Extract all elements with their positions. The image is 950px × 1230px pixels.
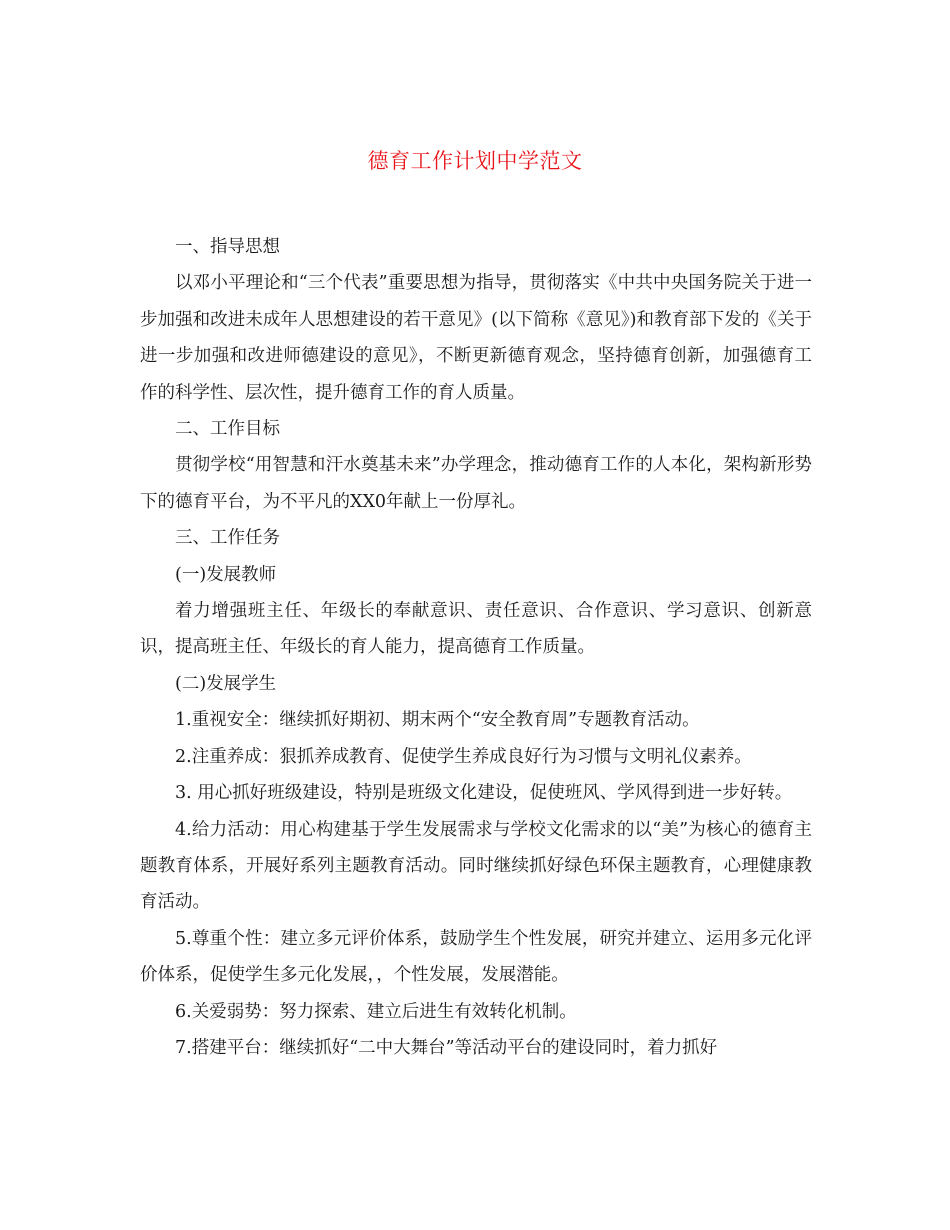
list-item-habits: 2.注重养成：狠抓养成教育、促使学生养成良好行为习惯与文明礼仪素养。 <box>175 746 752 767</box>
list-item-activities: 4.给力活动：用心构建基于学生发展需求与学校文化需求的以“美”为核心的德育主题教育体系，开展好系列主题教育活动。同时继续抓好绿色环保主题教育，心理健康教育活动。 <box>140 819 812 913</box>
list-item-individuality: 5.尊重个性：建立多元评价体系，鼓励学生个性发展，研究并建立、运用多元化评价体系，促使学生多元化发展，，个性发展，发展潜能。 <box>140 928 812 986</box>
document-title: 德育工作计划中学范文 <box>367 149 583 173</box>
paragraph-work-goals: 贯彻学校“用智慧和汗水奠基未来”办学理念，推动德育工作的人本化，架构新形势下的德育平台，为不平凡的XX0年献上一份厚礼。 <box>140 455 812 512</box>
heading-guiding-ideology: 一、指导思想 <box>175 237 280 257</box>
heading-work-goals: 二、工作目标 <box>175 419 280 440</box>
list-item-safety: 1.重视安全：继续抓好期初、期末两个“安全教育周”专题教育活动。 <box>175 710 700 731</box>
paragraph-guiding-ideology: 以邓小平理论和“三个代表”重要思想为指导，贯彻落实《中共中央国务院关于进一步加强和改进未成年人思想建设的若干意见》(以下简称《意见》)和教育部下发的《关于进一步加强和改进师德建设的意见》，不断更新德育观念，坚持德育创新，加强德育工作的科学性、层次性，提升德育工作的育人质量。 <box>140 273 812 403</box>
paragraph-develop-teachers: 着力增强班主任、年级长的奉献意识、责任意识、合作意识、学习意识、创新意识，提高班主任、年级长的育人能力，提高德育工作质量。 <box>140 601 812 658</box>
list-item-class-building: 3. 用心抓好班级建设，特别是班级文化建设，促使班风、学风得到进一步好转。 <box>175 783 793 804</box>
document-body <box>140 229 812 1066</box>
subheading-develop-students: (二)发展学生 <box>175 673 277 694</box>
list-item-platform: 7.搭建平台：继续抓好“二中大舞台”等活动平台的建设同时，着力抓好 <box>175 1037 718 1058</box>
subheading-develop-teachers: (一)发展教师 <box>175 564 277 585</box>
heading-work-tasks: 三、工作任务 <box>175 528 280 549</box>
list-item-care-weak: 6.关爱弱势：努力探索、建立后进生有效转化机制。 <box>175 1001 577 1022</box>
